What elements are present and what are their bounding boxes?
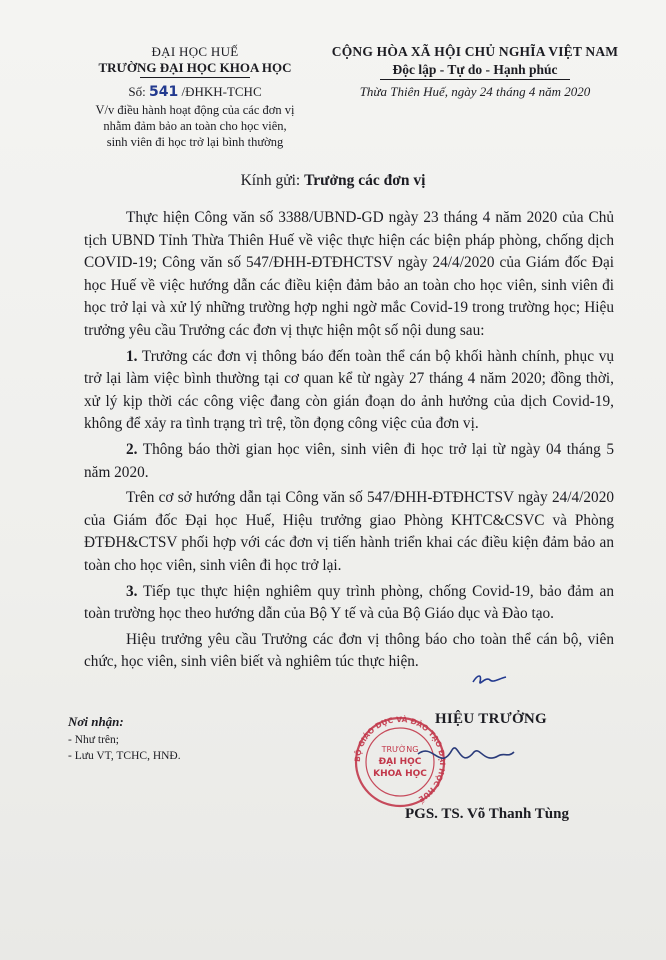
number-suffix: /ĐHKH-TCHC [178,84,262,99]
salutation-recipient: Trưởng các đơn vị [304,172,426,189]
national-motto: Độc lập - Tự do - Hạnh phúc [392,62,558,77]
document-number [70,84,320,100]
school-underline [140,77,250,78]
recipient-item: - Như trên; [68,734,119,746]
stamp-center-line: KHOA HỌC [373,769,427,779]
stamp-center-line: ĐẠI HỌC [378,757,422,767]
item-number: 2. [126,440,138,458]
signer-name: PGS. TS. Võ Thanh Tùng [405,806,569,822]
subject-line: V/v điều hành hoạt động của các đơn vị [95,103,295,117]
salutation-prefix: Kính gửi: [240,172,305,189]
nation-name: CỘNG HÒA XÃ HỘI CHỦ NGHĨA VIỆT NAM [331,44,619,59]
official-stamp-icon [348,692,518,812]
initial-mark-icon [470,670,510,690]
item-2-paragraph [84,439,614,484]
subject-line: sinh viên đi học trở lại bình thường [106,135,284,149]
item-3-paragraph [84,581,614,626]
signature-scribble-icon [418,748,514,758]
item-2-detail-paragraph: Trên cơ sở hướng dẫn tại Công văn số 547/ĐHH-ĐTĐHCTSV ngày 24/4/2020 của Giám đốc Đại học Huế, Hiệu trưởng giao Phòng KHTC&CSVC và Phòng ĐTĐH&CTSV phối hợp với các đơn vị tiến hành triển khai các điều kiện đảm bảo an toàn cho học viên, sinh viên đi học trở lại. [84,489,614,574]
university-name: ĐẠI HỌC HUẾ [151,44,239,59]
document-subject [70,102,320,150]
closing-paragraph: Hiệu trưởng yêu cầu Trưởng các đơn vị thông báo cho toàn thể cán bộ, viên chức, học viên, sinh viên biết và nghiêm túc thực hiện. [84,630,614,671]
item-number: 1. [126,347,138,365]
signer-title: HIỆU TRƯỞNG [434,711,548,727]
item-number: 3. [126,582,138,600]
item-text: Trưởng các đơn vị thông báo đến toàn thể cán bộ khối hành chính, phục vụ trở lại làm việc bình thường tại cơ quan kể từ ngày 27 tháng 4 năm 2020; đồng thời, xử lý kịp thời các công việc đang còn gián đoạn do ảnh hưởng của dịch Covid-19, không để xảy ra tình trạng trì trệ, tồn đọng công việc của đơn vị. [84,347,614,433]
recipients-block [68,714,181,764]
item-1-paragraph [84,346,614,436]
subject-line: nhằm đảm bảo an toàn cho học viên, [103,119,287,133]
document-body [84,207,614,674]
school-name: TRƯỜNG ĐẠI HỌC KHOA HỌC [98,60,292,75]
place-date: Thừa Thiên Huế, ngày 24 tháng 4 năm 2020 [359,84,591,99]
recipient-item: - Lưu VT, TCHC, HNĐ. [68,750,181,762]
salutation [0,172,666,190]
national-header [325,44,625,100]
stamp-center-line: TRƯỜNG [381,745,419,754]
issuer-header [70,44,320,150]
motto-underline [380,79,570,80]
stamp-ring-text: BỘ GIÁO DỤC VÀ ĐÀO TẠO ĐẠI HỌC HUẾ [352,714,448,804]
recipients-title: Nơi nhận: [68,714,124,729]
number-prefix: Số: [128,84,149,99]
item-text: Tiếp tục thực hiện nghiêm quy trình phòng, chống Covid-19, bảo đảm an toàn trường học theo hướng dẫn của Bộ Y tế và của Bộ Giáo dục và Đào tạo. [84,582,614,623]
intro-paragraph: Thực hiện Công văn số 3388/UBND-GD ngày 23 tháng 4 năm 2020 của Chủ tịch UBND Tỉnh Thừa Thiên Huế về việc thực hiện các biện pháp phòng, chống dịch COVID-19; Công văn số 547/ĐHH-ĐTĐHCTSV ngày 24/4/2020 của Giám đốc Đại học Huế về việc hướng dẫn các điều kiện đảm bảo an toàn cho học viên, sinh viên đi học trở lại và xử lý những trường hợp nghi ngờ mắc Covid-19 trong trường học; Hiệu trưởng yêu cầu Trưởng các đơn vị thực hiện một số nội dung sau: [84,209,614,339]
item-text: Thông báo thời gian học viên, sinh viên đi học trở lại từ ngày 04 tháng 5 năm 2020. [84,440,614,481]
handwritten-number: 541 [148,84,179,100]
